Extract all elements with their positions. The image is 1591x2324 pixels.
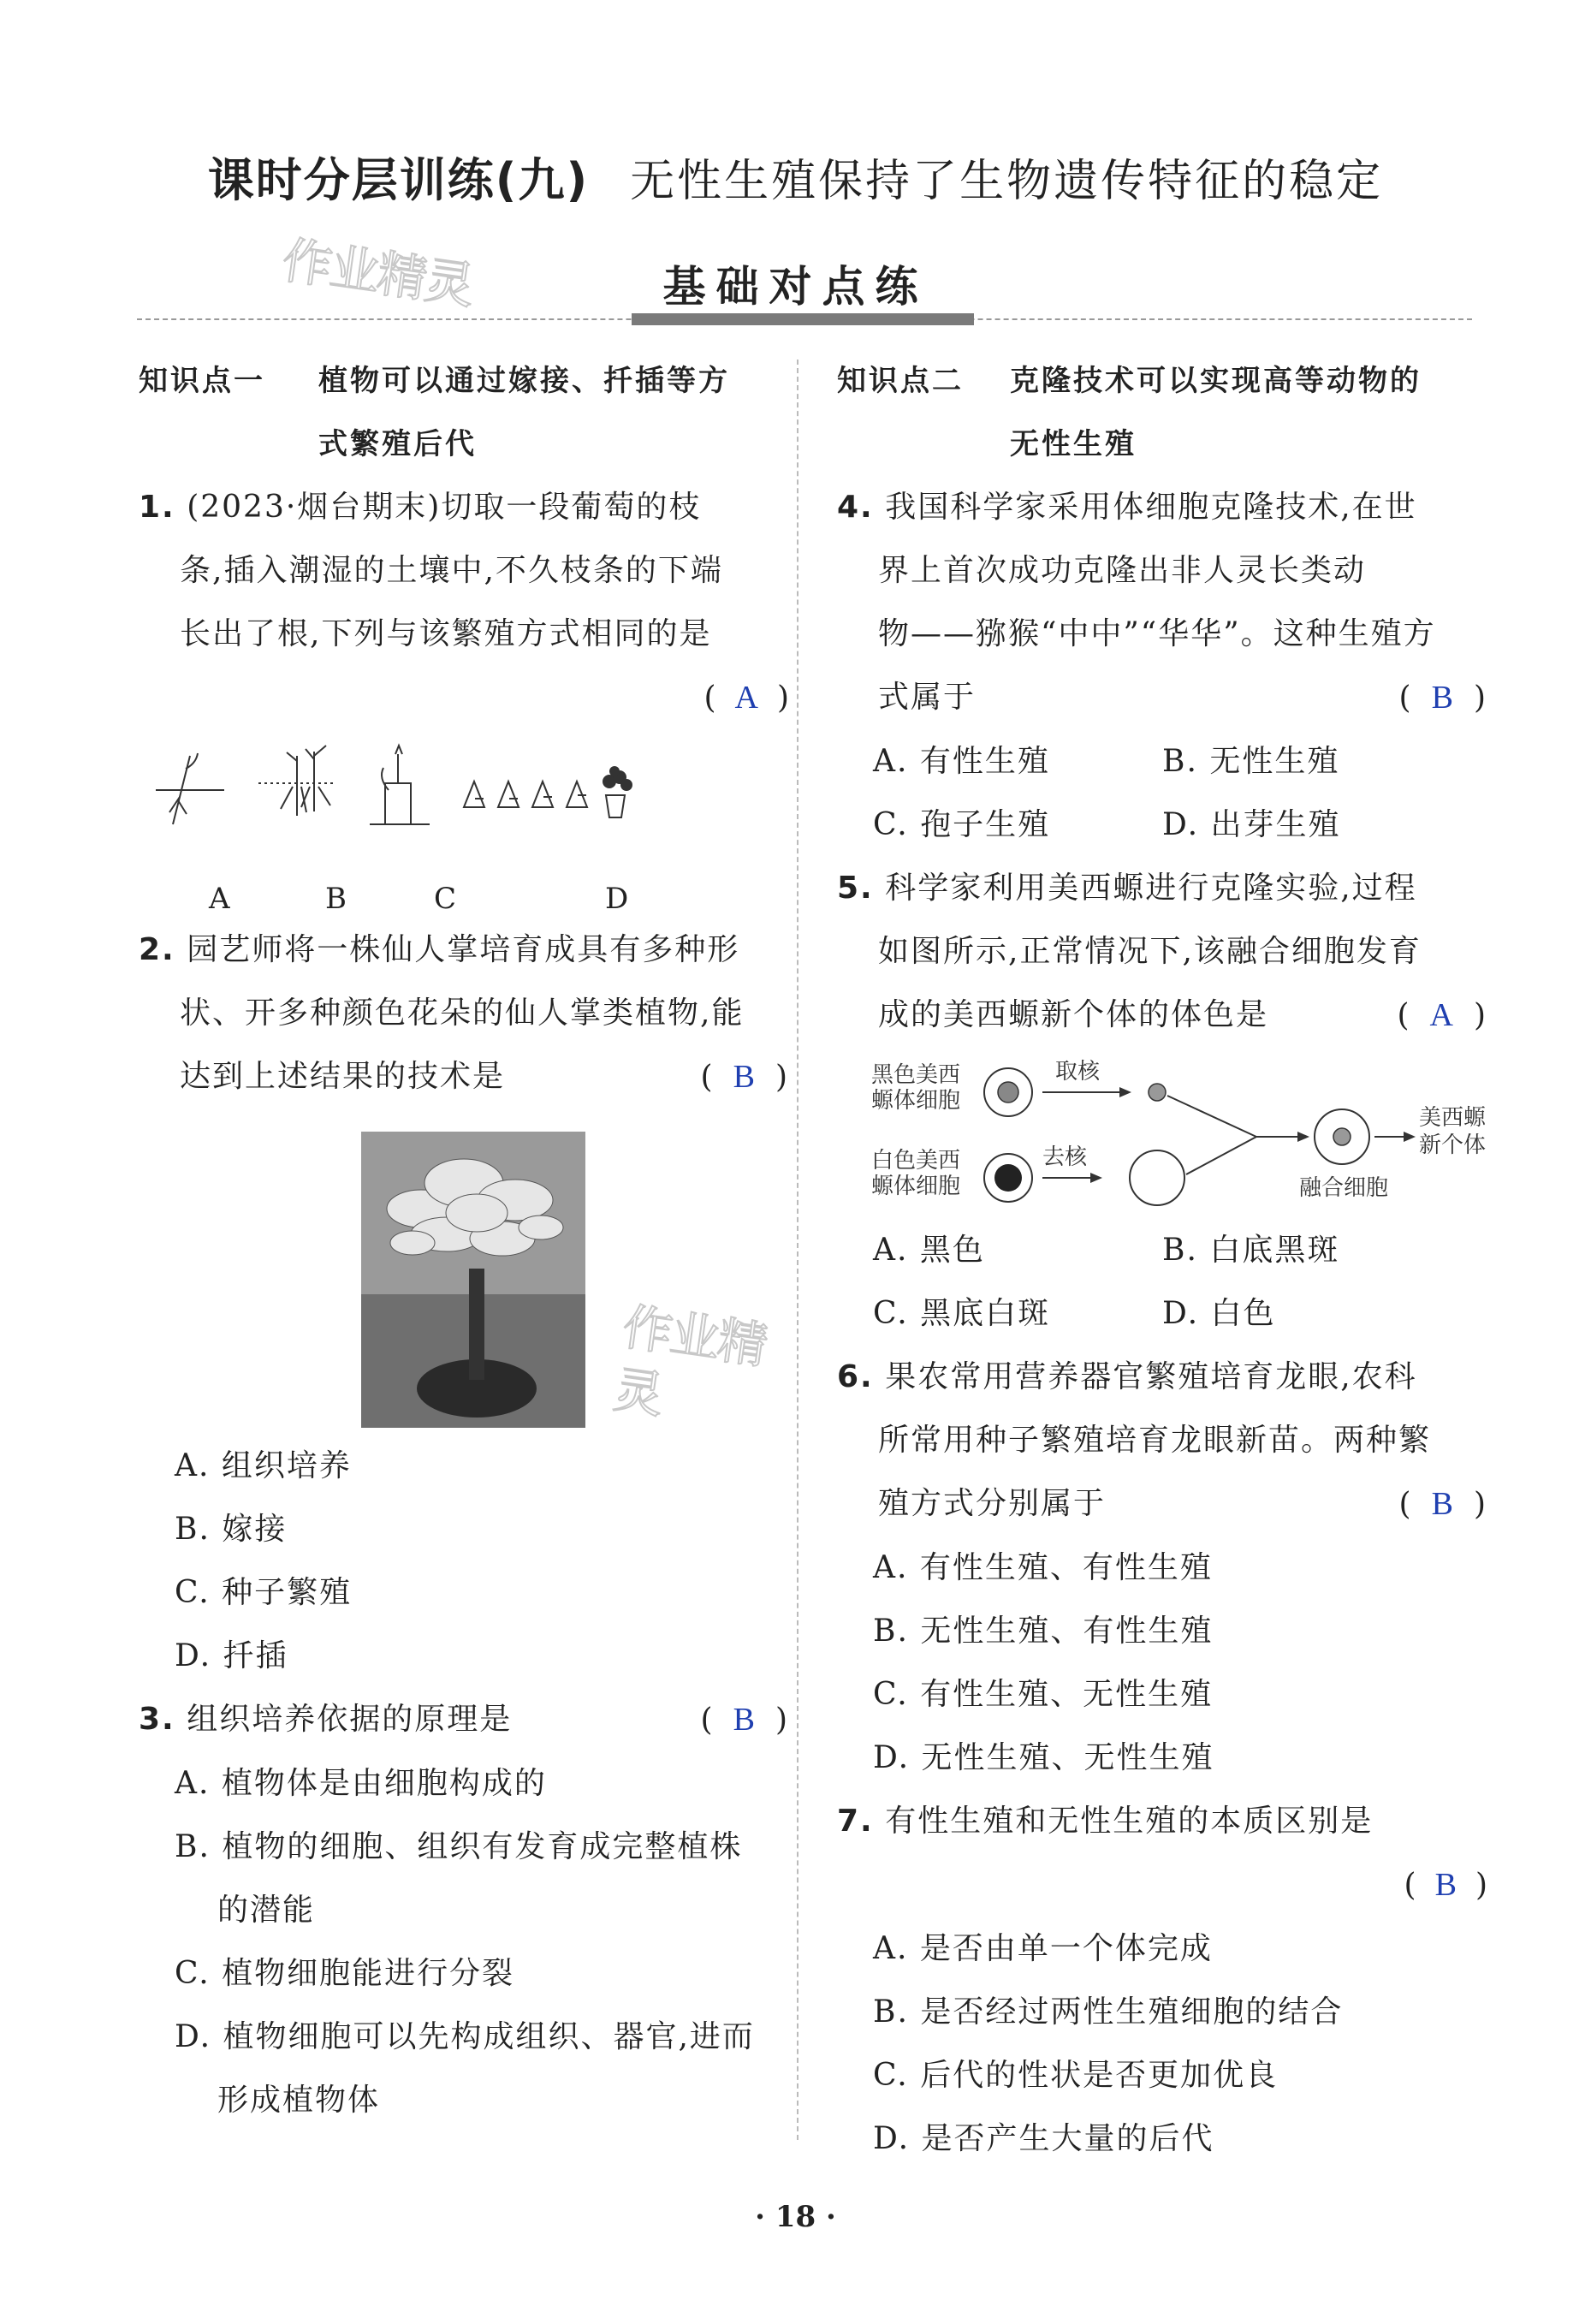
q1-line: 条,插入潮湿的土壤中,不久枝条的下端 <box>180 553 723 588</box>
q1-line: 长出了根,下列与该繁殖方式相同的是 <box>180 616 712 651</box>
diagram-new-label-1: 美西螈 <box>1419 1105 1487 1131</box>
q6-answer-bracket: ( B ) <box>1398 1486 1487 1522</box>
question-4 <box>837 476 1487 857</box>
q1-figure <box>139 730 789 867</box>
q6-answer: B <box>1431 1486 1455 1522</box>
q2-line: 达到上述结果的技术是 <box>180 1059 506 1094</box>
kp1-title <box>318 349 730 476</box>
q7-option-c: C. 后代的性状是否更加优良 <box>873 2058 1279 2093</box>
question-7 <box>837 1790 1487 2171</box>
kp2-title-line2: 无性生殖 <box>1010 427 1137 461</box>
q6-option-a: A. 有性生殖、有性生殖 <box>873 1550 1213 1585</box>
q6-line: 殖方式分别属于 <box>878 1486 1107 1521</box>
q3-answer: B <box>733 1702 757 1738</box>
q3-stem: 组织培养依据的原理是 <box>187 1702 513 1737</box>
diagram-white-label-2: 螈体细胞 <box>871 1174 961 1199</box>
q3-option-b: B. 植物的细胞、组织有发育成完整植株 <box>175 1829 743 1864</box>
q4-option-d: D. 出芽生殖 <box>1162 807 1341 842</box>
q4-line: 界上首次成功克隆出非人灵长类动 <box>878 553 1367 588</box>
question-2 <box>139 918 789 1688</box>
question-3 <box>139 1688 789 2132</box>
q3-number: 3. <box>139 1702 175 1737</box>
watermark: 作业精灵 <box>278 230 477 316</box>
q5-line: 科学家利用美西螈进行克隆实验,过程 <box>885 871 1417 906</box>
q1-answer-bracket: ( A ) <box>703 680 789 716</box>
isolated-nucleus <box>1149 1084 1166 1101</box>
question-5 <box>837 857 1487 1346</box>
q2-line: 状、开多种颜色花朵的仙人掌类植物,能 <box>180 996 745 1031</box>
column-divider <box>797 360 798 2140</box>
watermark: 作业精灵 <box>610 1297 770 1425</box>
q4-line: 式属于 <box>878 680 977 715</box>
q3-option-c: C. 植物细胞能进行分裂 <box>175 1956 515 1991</box>
q2-line: 园艺师将一株仙人掌培育成具有多种形 <box>187 932 740 967</box>
question-6 <box>837 1346 1487 1790</box>
q3-option-a: A. 植物体是由细胞构成的 <box>175 1766 547 1801</box>
q6-line: 果农常用营养器官繁殖培育龙眼,农科 <box>885 1359 1417 1394</box>
q7-stem: 有性生殖和无性生殖的本质区别是 <box>885 1804 1374 1839</box>
q2-option-b: B. 嫁接 <box>175 1512 288 1547</box>
q5-option-c: C. 黑底白斑 <box>873 1296 1051 1331</box>
cactus-photo <box>361 1132 585 1428</box>
kp2-title-line1: 克隆技术可以实现高等动物的 <box>1010 364 1422 398</box>
q5-number: 5. <box>837 871 874 906</box>
q6-option-c: C. 有性生殖、无性生殖 <box>873 1677 1214 1712</box>
q1-figure-label-d: D <box>605 882 629 916</box>
q4-option-c: C. 孢子生殖 <box>873 807 1051 842</box>
white-cell-nucleus <box>994 1164 1022 1192</box>
q4-line: 我国科学家采用体细胞克隆技术,在世 <box>885 490 1417 525</box>
q6-number: 6. <box>837 1359 874 1394</box>
page-title <box>0 144 1591 210</box>
diagram-white-label-1: 白色美西 <box>871 1148 961 1174</box>
q2-option-d: D. 扦插 <box>175 1638 288 1673</box>
q5-option-b: B. 白底黑斑 <box>1162 1233 1340 1268</box>
q2-option-c: C. 种子繁殖 <box>175 1575 353 1610</box>
q4-answer-bracket: ( B ) <box>1398 680 1487 716</box>
q3-answer-bracket: ( B ) <box>700 1702 789 1738</box>
knowledge-point-1 <box>139 349 789 476</box>
lesson-subtitle: 无性生殖保持了生物遗传特征的稳定 <box>630 156 1384 207</box>
q7-number: 7. <box>837 1804 874 1839</box>
q4-number: 4. <box>837 490 874 525</box>
kp1-title-line2: 式繁殖后代 <box>318 427 477 461</box>
diagram-black-label-2: 螈体细胞 <box>871 1088 961 1114</box>
q7-answer: B <box>1434 1867 1457 1903</box>
clone-diagram <box>837 1048 1487 1219</box>
q2-option-a: A. 组织培养 <box>175 1448 352 1483</box>
diagram-black-label-1: 黑色美西 <box>871 1062 961 1088</box>
q4-option-a: A. 有性生殖 <box>873 744 1050 779</box>
q5-line: 成的美西螈新个体的体色是 <box>878 997 1269 1032</box>
q7-option-b: B. 是否经过两性生殖细胞的结合 <box>873 1994 1344 2030</box>
q2-answer-bracket: ( B ) <box>700 1059 789 1095</box>
q1-line: (2023·烟台期末)切取一段葡萄的枝 <box>187 490 702 525</box>
kp2-title <box>1010 349 1422 476</box>
q4-answer: B <box>1431 680 1455 716</box>
q1-figure-label-c: C <box>434 882 457 916</box>
q3-option-d: D. 植物细胞可以先构成组织、器官,进而 <box>175 2019 755 2054</box>
page-number: · 18 · <box>755 2200 836 2234</box>
q5-diagram <box>837 1048 1487 1219</box>
q5-option-a: A. 黑色 <box>873 1233 985 1268</box>
black-cell-nucleus <box>998 1082 1018 1103</box>
q5-option-d: D. 白色 <box>1162 1296 1276 1331</box>
q5-line: 如图所示,正常情况下,该融合细胞发育 <box>878 934 1422 969</box>
diagram-remove-nucleus: 去核 <box>1042 1144 1088 1170</box>
section-divider-bar <box>632 313 974 325</box>
enucleated-egg <box>1130 1150 1184 1205</box>
q1-number: 1. <box>139 490 175 525</box>
right-column <box>837 349 1487 2171</box>
diagram-take-nucleus: 取核 <box>1055 1059 1101 1085</box>
kp1-title-line1: 植物可以通过嫁接、扦插等方 <box>318 364 730 398</box>
q1-answer: A <box>734 680 758 716</box>
diagram-new-label-2: 新个体 <box>1419 1132 1487 1158</box>
lesson-title: 课时分层训练(九) <box>207 153 590 207</box>
q3-option-d-cont: 形成植物体 <box>217 2083 381 2118</box>
q7-option-a: A. 是否由单一个体完成 <box>873 1931 1213 1966</box>
q5-answer-bracket: ( A ) <box>1397 997 1487 1033</box>
q1-figure-drawing <box>139 730 789 867</box>
kp2-label: 知识点二 <box>837 364 964 398</box>
fused-cell-nucleus <box>1333 1128 1351 1145</box>
q7-answer-bracket: ( B ) <box>1404 1867 1487 1903</box>
diagram-fused-label: 融合细胞 <box>1299 1175 1389 1201</box>
q4-line: 物——猕猴“中中”“华华”。这种生殖方 <box>878 616 1436 651</box>
q2-answer: B <box>733 1059 757 1095</box>
q3-option-b-cont: 的潜能 <box>217 1893 316 1928</box>
section-title: 基础对点练 <box>662 262 929 312</box>
q4-option-b: B. 无性生殖 <box>1162 744 1340 779</box>
q2-photo-wrap <box>139 1109 789 1435</box>
q1-figure-label-b: B <box>325 882 347 916</box>
q5-answer: A <box>1429 997 1455 1033</box>
q7-option-d: D. 是否产生大量的后代 <box>873 2121 1214 2156</box>
question-1 <box>139 476 789 918</box>
knowledge-point-2 <box>837 349 1487 476</box>
q6-line: 所常用种子繁殖培育龙眼新苗。两种繁 <box>878 1423 1432 1458</box>
q2-number: 2. <box>139 932 175 967</box>
q6-option-b: B. 无性生殖、有性生殖 <box>873 1614 1214 1649</box>
q6-option-d: D. 无性生殖、无性生殖 <box>873 1740 1214 1775</box>
q1-figure-label-a: A <box>209 882 230 916</box>
kp1-label: 知识点一 <box>139 364 265 398</box>
left-column <box>139 349 789 2132</box>
